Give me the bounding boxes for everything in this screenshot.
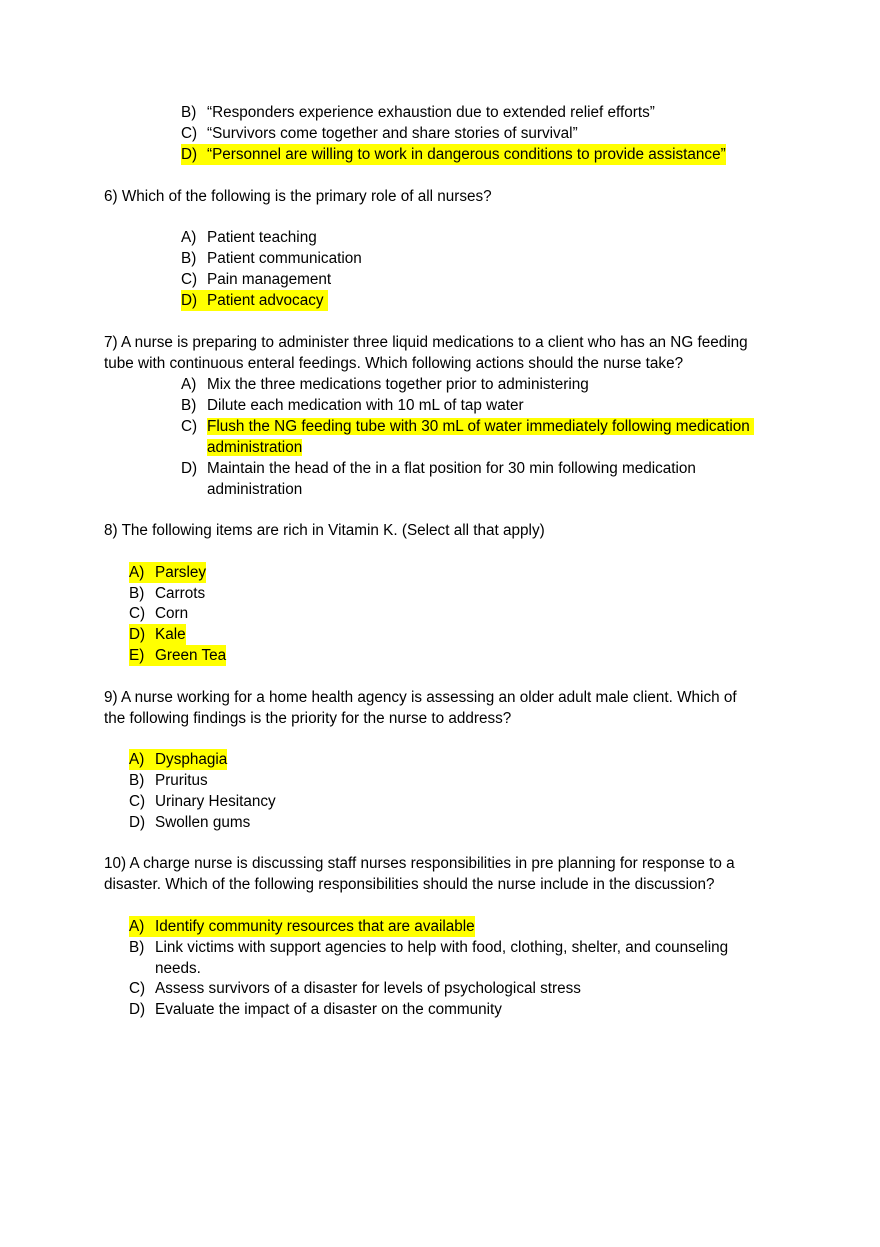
option-letter: B) bbox=[129, 585, 145, 602]
option-text: Carrots bbox=[155, 585, 206, 602]
q6-option-d-highlighted bbox=[181, 290, 328, 311]
q7-option-d bbox=[181, 458, 696, 479]
q6-option-b bbox=[181, 248, 362, 269]
option-text: “Responders experience exhaustion due to extended relief efforts” bbox=[207, 104, 655, 121]
option-text: “Personnel are willing to work in dangerous conditions to provide assistance” bbox=[207, 146, 726, 163]
q8-option-d-highlighted bbox=[129, 624, 186, 645]
q10-option-a-highlighted bbox=[129, 916, 475, 937]
q10-option-b-continuation bbox=[155, 958, 201, 979]
option-text: administration bbox=[207, 481, 303, 498]
q6-option-a bbox=[181, 227, 317, 248]
option-letter: D) bbox=[129, 626, 146, 643]
option-letter: B) bbox=[181, 104, 197, 121]
option-text: Patient teaching bbox=[207, 229, 317, 246]
q8-option-a-highlighted bbox=[129, 562, 206, 583]
q8-option-c bbox=[129, 603, 188, 624]
q5-option-c bbox=[181, 123, 578, 144]
q9-option-b bbox=[129, 770, 208, 791]
option-letter: A) bbox=[129, 564, 145, 581]
option-text-highlighted: administration bbox=[207, 439, 303, 456]
option-text: Identify community resources that are available bbox=[155, 918, 475, 935]
option-letter: D) bbox=[181, 146, 198, 163]
option-text: Assess survivors of a disaster for levels of psychological stress bbox=[155, 980, 581, 997]
option-text: Urinary Hesitancy bbox=[155, 793, 276, 810]
q10-option-c bbox=[129, 978, 581, 999]
option-text: Evaluate the impact of a disaster on the community bbox=[155, 1001, 502, 1018]
q7-option-b bbox=[181, 395, 524, 416]
q9-option-c bbox=[129, 791, 276, 812]
q9-stem-line-2: the following findings is the priority for the nurse to address? bbox=[104, 710, 512, 727]
q9-option-a-highlighted bbox=[129, 749, 227, 770]
option-text: Dilute each medication with 10 mL of tap water bbox=[207, 397, 524, 414]
option-letter: A) bbox=[129, 918, 145, 935]
option-text: Corn bbox=[155, 605, 189, 622]
q8-stem: 8) The following items are rich in Vitamin K. (Select all that apply) bbox=[104, 522, 545, 539]
q7-option-a bbox=[181, 374, 589, 395]
q7-option-c bbox=[181, 416, 754, 437]
q7-stem-line-2: tube with continuous enteral feedings. Which following actions should the nurse take? bbox=[104, 355, 684, 372]
option-letter: E) bbox=[129, 647, 145, 664]
q10-stem-line-1: 10) A charge nurse is discussing staff nurses responsibilities in pre planning for response to a bbox=[104, 855, 735, 872]
option-letter: B) bbox=[129, 772, 145, 789]
option-text: “Survivors come together and share stories of survival” bbox=[207, 125, 578, 142]
option-letter: C) bbox=[129, 980, 146, 997]
option-letter: C) bbox=[181, 125, 198, 142]
q6-stem: 6) Which of the following is the primary role of all nurses? bbox=[104, 188, 492, 205]
option-text: Dysphagia bbox=[155, 751, 228, 768]
option-text: Mix the three medications together prior to administering bbox=[207, 376, 589, 393]
option-letter: C) bbox=[181, 418, 198, 435]
option-text: Link victims with support agencies to help with food, clothing, shelter, and counseling bbox=[155, 939, 729, 956]
q7-option-c-continuation bbox=[207, 437, 302, 458]
option-letter: A) bbox=[181, 229, 197, 246]
q8-option-e-highlighted bbox=[129, 645, 226, 666]
option-letter: D) bbox=[129, 814, 146, 831]
option-letter: A) bbox=[181, 376, 197, 393]
option-letter: C) bbox=[129, 605, 146, 622]
q5-option-d-highlighted bbox=[181, 144, 726, 165]
q5-option-b bbox=[181, 102, 655, 123]
option-text: Green Tea bbox=[155, 647, 227, 664]
q7-stem-line-1: 7) A nurse is preparing to administer three liquid medications to a client who has an NG feeding bbox=[104, 334, 748, 351]
q10-stem-line-2: disaster. Which of the following responsibilities should the nurse include in the discussion? bbox=[104, 876, 715, 893]
option-letter: C) bbox=[181, 271, 198, 288]
option-text: Pruritus bbox=[155, 772, 208, 789]
option-text: Patient communication bbox=[207, 250, 362, 267]
option-letter: D) bbox=[181, 460, 198, 477]
option-text: Pain management bbox=[207, 271, 332, 288]
option-letter: B) bbox=[129, 939, 145, 956]
option-text: Maintain the head of the in a flat position for 30 min following medication bbox=[207, 460, 696, 477]
q7-option-d-continuation bbox=[207, 479, 302, 500]
option-text: Swollen gums bbox=[155, 814, 251, 831]
q6-option-c bbox=[181, 269, 331, 290]
option-letter: C) bbox=[129, 793, 146, 810]
option-text: needs. bbox=[155, 960, 201, 977]
q9-stem-line-1: 9) A nurse working for a home health agency is assessing an older adult male client. Which of bbox=[104, 689, 737, 706]
option-letter: D) bbox=[129, 1001, 146, 1018]
option-text-highlighted: Flush the NG feeding tube with 30 mL of water immediately following medication bbox=[207, 418, 754, 435]
option-text: Parsley bbox=[155, 564, 207, 581]
option-letter: B) bbox=[181, 397, 197, 414]
q9-option-d bbox=[129, 812, 250, 833]
option-letter: D) bbox=[181, 292, 198, 309]
option-text: Patient advocacy bbox=[207, 292, 328, 309]
q10-option-b bbox=[129, 937, 728, 958]
option-letter: B) bbox=[181, 250, 197, 267]
option-text: Kale bbox=[155, 626, 186, 643]
option-letter: A) bbox=[129, 751, 145, 768]
q10-option-d bbox=[129, 999, 502, 1020]
q8-option-b bbox=[129, 583, 205, 604]
